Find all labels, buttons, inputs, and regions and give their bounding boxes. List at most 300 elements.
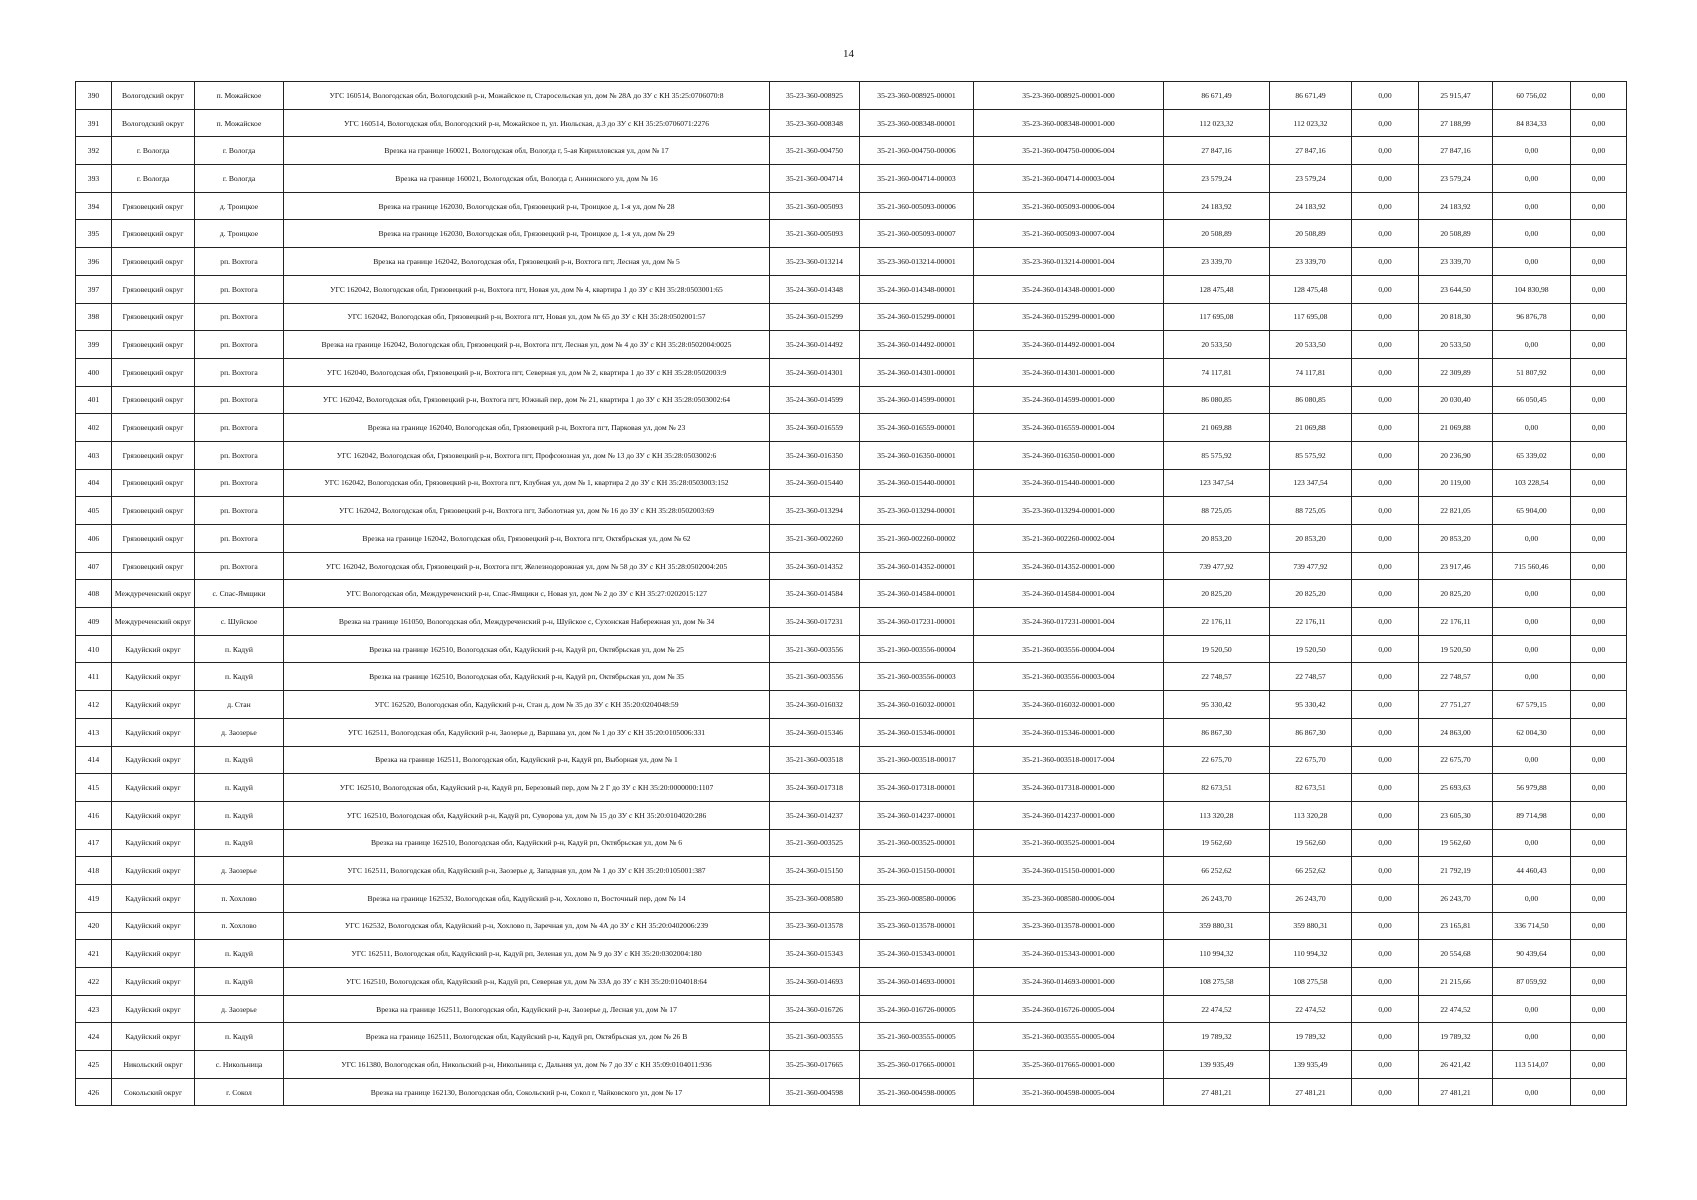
table-row: [76, 912, 1627, 940]
settlement-cell: рп. Вохтога: [195, 303, 284, 331]
district-cell: Кадуйский округ: [112, 940, 195, 968]
object-code-cell: 35-24-360-014492-00001: [860, 331, 974, 359]
district-cell: Кадуйский округ: [112, 912, 195, 940]
amount-cell: 110 994,32: [1270, 940, 1352, 968]
part-two-cell: 0,00: [1493, 1023, 1571, 1051]
part-one-cell: 22 821,05: [1419, 497, 1493, 525]
address-cell: УГС 162511, Вологодская обл, Кадуйский р-н, Кадуй рп, Зеленая ул, дом № 9 до ЗУ с КН 35:20:0302004:180: [284, 940, 770, 968]
amount-cell: 139 935,49: [1270, 1051, 1352, 1079]
zero-cell: 0,00: [1352, 303, 1419, 331]
amount-cell: 27 481,21: [1270, 1078, 1352, 1106]
part-one-cell: 23 579,24: [1419, 165, 1493, 193]
remainder-cell: 0,00: [1571, 691, 1627, 719]
row-number-cell: 390: [76, 82, 112, 110]
part-two-cell: 0,00: [1493, 137, 1571, 165]
settlement-cell: п. Кадуй: [195, 635, 284, 663]
amount-cell: 20 533,50: [1270, 331, 1352, 359]
remainder-cell: 0,00: [1571, 746, 1627, 774]
settlement-cell: рп. Вохтога: [195, 275, 284, 303]
settlement-cell: рп. Вохтога: [195, 358, 284, 386]
code-cell: 35-24-360-016350: [770, 441, 860, 469]
address-cell: УГС 162510, Вологодская обл, Кадуйский р-н, Кадуй рп, Березовый пер, дом № 2 Г до ЗУ с КН 35:20:0000000:1107: [284, 774, 770, 802]
table-row: [76, 275, 1627, 303]
remainder-cell: 0,00: [1571, 884, 1627, 912]
total-amount-cell: 66 252,62: [1164, 857, 1270, 885]
table-row: [76, 525, 1627, 553]
remainder-cell: 0,00: [1571, 82, 1627, 110]
amount-cell: 20 853,20: [1270, 525, 1352, 553]
code-cell: 35-24-360-015150: [770, 857, 860, 885]
settlement-cell: п. Кадуй: [195, 829, 284, 857]
object-code-cell: 35-21-360-003518-00017: [860, 746, 974, 774]
address-cell: УГС 162042, Вологодская обл, Грязовецкий р-н, Вохтога пгт, Профсоюзная ул, дом № 13 до ЗУ с КН 35:28:0503002:6: [284, 441, 770, 469]
zero-cell: 0,00: [1352, 635, 1419, 663]
total-amount-cell: 22 675,70: [1164, 746, 1270, 774]
settlement-cell: рп. Вохтога: [195, 497, 284, 525]
row-number-cell: 421: [76, 940, 112, 968]
part-one-cell: 22 748,57: [1419, 663, 1493, 691]
object-code-cell: 35-21-360-003556-00003: [860, 663, 974, 691]
full-code-cell: 35-23-360-013214-00001-004: [974, 248, 1164, 276]
object-code-cell: 35-25-360-017665-00001: [860, 1051, 974, 1079]
zero-cell: 0,00: [1352, 829, 1419, 857]
zero-cell: 0,00: [1352, 82, 1419, 110]
amount-cell: 20 825,20: [1270, 580, 1352, 608]
full-code-cell: 35-21-360-005093-00006-004: [974, 192, 1164, 220]
zero-cell: 0,00: [1352, 331, 1419, 359]
code-cell: 35-23-360-013294: [770, 497, 860, 525]
part-two-cell: 44 460,43: [1493, 857, 1571, 885]
settlement-cell: г. Сокол: [195, 1078, 284, 1106]
full-code-cell: 35-21-360-003556-00003-004: [974, 663, 1164, 691]
district-cell: Грязовецкий округ: [112, 248, 195, 276]
part-one-cell: 23 644,50: [1419, 275, 1493, 303]
row-number-cell: 426: [76, 1078, 112, 1106]
total-amount-cell: 21 069,88: [1164, 414, 1270, 442]
amount-cell: 22 474,52: [1270, 995, 1352, 1023]
part-one-cell: 27 847,16: [1419, 137, 1493, 165]
total-amount-cell: 82 673,51: [1164, 774, 1270, 802]
zero-cell: 0,00: [1352, 441, 1419, 469]
settlement-cell: рп. Вохтога: [195, 525, 284, 553]
remainder-cell: 0,00: [1571, 635, 1627, 663]
row-number-cell: 416: [76, 801, 112, 829]
part-one-cell: 19 562,60: [1419, 829, 1493, 857]
district-cell: Кадуйский округ: [112, 691, 195, 719]
row-number-cell: 410: [76, 635, 112, 663]
amount-cell: 739 477,92: [1270, 552, 1352, 580]
district-cell: Грязовецкий округ: [112, 414, 195, 442]
amount-cell: 23 339,70: [1270, 248, 1352, 276]
settlement-cell: г. Вологда: [195, 137, 284, 165]
row-number-cell: 403: [76, 441, 112, 469]
row-number-cell: 398: [76, 303, 112, 331]
district-cell: Кадуйский округ: [112, 663, 195, 691]
full-code-cell: 35-24-360-014599-00001-000: [974, 386, 1164, 414]
full-code-cell: 35-24-360-014301-00001-000: [974, 358, 1164, 386]
part-two-cell: 60 756,02: [1493, 82, 1571, 110]
remainder-cell: 0,00: [1571, 220, 1627, 248]
table-row: [76, 663, 1627, 691]
code-cell: 35-23-360-008580: [770, 884, 860, 912]
amount-cell: 21 069,88: [1270, 414, 1352, 442]
settlement-cell: рп. Вохтога: [195, 469, 284, 497]
full-code-cell: 35-24-360-014352-00001-000: [974, 552, 1164, 580]
row-number-cell: 399: [76, 331, 112, 359]
address-cell: УГС 160514, Вологодская обл, Вологодский р-н, Можайское п, ул. Июльская, д.3 до ЗУ с КН 35:25:0706071:2276: [284, 109, 770, 137]
code-cell: 35-21-360-003556: [770, 663, 860, 691]
row-number-cell: 392: [76, 137, 112, 165]
settlement-cell: п. Кадуй: [195, 968, 284, 996]
row-number-cell: 391: [76, 109, 112, 137]
remainder-cell: 0,00: [1571, 940, 1627, 968]
zero-cell: 0,00: [1352, 525, 1419, 553]
zero-cell: 0,00: [1352, 1051, 1419, 1079]
table-row: [76, 109, 1627, 137]
amount-cell: 24 183,92: [1270, 192, 1352, 220]
part-one-cell: 20 119,00: [1419, 469, 1493, 497]
district-cell: Грязовецкий округ: [112, 192, 195, 220]
amount-cell: 85 575,92: [1270, 441, 1352, 469]
part-one-cell: 22 474,52: [1419, 995, 1493, 1023]
row-number-cell: 419: [76, 884, 112, 912]
address-cell: Врезка на границе 162510, Вологодская обл, Кадуйский р-н, Кадуй рп, Октябрьская ул, дом № 6: [284, 829, 770, 857]
address-cell: УГС 161380, Вологодская обл, Никольский р-н, Никольница с, Дальняя ул, дом № 7 до ЗУ с КН 35:09:0104011:936: [284, 1051, 770, 1079]
settlement-cell: п. Хохлово: [195, 884, 284, 912]
district-cell: Грязовецкий округ: [112, 469, 195, 497]
table-row: [76, 552, 1627, 580]
zero-cell: 0,00: [1352, 912, 1419, 940]
code-cell: 35-21-360-005093: [770, 192, 860, 220]
address-cell: УГС 162510, Вологодская обл, Кадуйский р-н, Кадуй рп, Суворова ул, дом № 15 до ЗУ с КН 35:20:0104020:286: [284, 801, 770, 829]
amount-cell: 23 579,24: [1270, 165, 1352, 193]
amount-cell: 19 789,32: [1270, 1023, 1352, 1051]
table-row: [76, 358, 1627, 386]
district-cell: г. Вологда: [112, 137, 195, 165]
part-two-cell: 0,00: [1493, 414, 1571, 442]
table-row: [76, 746, 1627, 774]
remainder-cell: 0,00: [1571, 552, 1627, 580]
remainder-cell: 0,00: [1571, 1023, 1627, 1051]
settlement-cell: д. Заозерье: [195, 995, 284, 1023]
object-code-cell: 35-21-360-004750-00006: [860, 137, 974, 165]
settlement-cell: с. Никольница: [195, 1051, 284, 1079]
settlement-cell: рп. Вохтога: [195, 248, 284, 276]
total-amount-cell: 74 117,81: [1164, 358, 1270, 386]
address-cell: УГС 162042, Вологодская обл, Грязовецкий р-н, Вохтога пгт, Заболотная ул, дом № 16 до ЗУ с КН 35:28:0502003:69: [284, 497, 770, 525]
address-cell: Врезка на границе 162030, Вологодская обл, Грязовецкий р-н, Троицкое д, 1-я ул, дом № 28: [284, 192, 770, 220]
row-number-cell: 423: [76, 995, 112, 1023]
full-code-cell: 35-24-360-014693-00001-000: [974, 968, 1164, 996]
amount-cell: 128 475,48: [1270, 275, 1352, 303]
amount-cell: 88 725,05: [1270, 497, 1352, 525]
district-cell: Грязовецкий округ: [112, 358, 195, 386]
total-amount-cell: 739 477,92: [1164, 552, 1270, 580]
part-one-cell: 21 792,19: [1419, 857, 1493, 885]
district-cell: Междуреченский округ: [112, 580, 195, 608]
object-code-cell: 35-24-360-014599-00001: [860, 386, 974, 414]
address-cell: Врезка на границе 162130, Вологодская обл, Сокольский р-н, Сокол г, Чайковского ул, дом № 17: [284, 1078, 770, 1106]
table-body: [76, 82, 1627, 1106]
object-code-cell: 35-23-360-008580-00006: [860, 884, 974, 912]
amount-cell: 95 330,42: [1270, 691, 1352, 719]
table-row: [76, 497, 1627, 525]
remainder-cell: 0,00: [1571, 995, 1627, 1023]
remainder-cell: 0,00: [1571, 469, 1627, 497]
part-two-cell: 51 807,92: [1493, 358, 1571, 386]
code-cell: 35-21-360-004598: [770, 1078, 860, 1106]
settlement-cell: п. Хохлово: [195, 912, 284, 940]
address-cell: УГС 162511, Вологодская обл, Кадуйский р-н, Заозерье д, Западная ул, дом № 1 до ЗУ с КН 35:20:0105001:387: [284, 857, 770, 885]
zero-cell: 0,00: [1352, 663, 1419, 691]
full-code-cell: 35-21-360-004750-00006-004: [974, 137, 1164, 165]
settlement-cell: п. Кадуй: [195, 940, 284, 968]
zero-cell: 0,00: [1352, 386, 1419, 414]
object-code-cell: 35-21-360-003525-00001: [860, 829, 974, 857]
row-number-cell: 417: [76, 829, 112, 857]
address-cell: Врезка на границе 162030, Вологодская обл, Грязовецкий р-н, Троицкое д, 1-я ул, дом № 29: [284, 220, 770, 248]
district-cell: Кадуйский округ: [112, 718, 195, 746]
address-cell: Врезка на границе 162510, Вологодская обл, Кадуйский р-н, Кадуй рп, Октябрьская ул, дом № 35: [284, 663, 770, 691]
district-cell: Грязовецкий округ: [112, 525, 195, 553]
district-cell: Вологодский округ: [112, 109, 195, 137]
zero-cell: 0,00: [1352, 746, 1419, 774]
zero-cell: 0,00: [1352, 192, 1419, 220]
remainder-cell: 0,00: [1571, 718, 1627, 746]
settlement-cell: д. Троицкое: [195, 220, 284, 248]
part-one-cell: 27 751,27: [1419, 691, 1493, 719]
zero-cell: 0,00: [1352, 165, 1419, 193]
object-code-cell: 35-24-360-017318-00001: [860, 774, 974, 802]
zero-cell: 0,00: [1352, 608, 1419, 636]
object-code-cell: 35-21-360-003556-00004: [860, 635, 974, 663]
address-cell: Врезка на границе 162511, Вологодская обл, Кадуйский р-н, Заозерье д, Лесная ул, дом № 17: [284, 995, 770, 1023]
part-one-cell: 23 917,46: [1419, 552, 1493, 580]
total-amount-cell: 86 080,85: [1164, 386, 1270, 414]
total-amount-cell: 19 789,32: [1164, 1023, 1270, 1051]
object-code-cell: 35-21-360-005093-00006: [860, 192, 974, 220]
address-cell: Врезка на границе 160021, Вологодская обл, Вологда г, 5-ая Кирилловская ул, дом № 17: [284, 137, 770, 165]
settlement-cell: п. Можайское: [195, 109, 284, 137]
part-two-cell: 0,00: [1493, 580, 1571, 608]
amount-cell: 86 080,85: [1270, 386, 1352, 414]
amount-cell: 82 673,51: [1270, 774, 1352, 802]
code-cell: 35-23-360-008925: [770, 82, 860, 110]
object-code-cell: 35-21-360-003555-00005: [860, 1023, 974, 1051]
part-two-cell: 104 830,98: [1493, 275, 1571, 303]
total-amount-cell: 19 562,60: [1164, 829, 1270, 857]
part-two-cell: 103 228,54: [1493, 469, 1571, 497]
amount-cell: 117 695,08: [1270, 303, 1352, 331]
settlement-cell: п. Кадуй: [195, 774, 284, 802]
part-two-cell: 65 904,00: [1493, 497, 1571, 525]
row-number-cell: 405: [76, 497, 112, 525]
amount-cell: 19 562,60: [1270, 829, 1352, 857]
remainder-cell: 0,00: [1571, 497, 1627, 525]
full-code-cell: 35-24-360-015343-00001-000: [974, 940, 1164, 968]
district-cell: Кадуйский округ: [112, 968, 195, 996]
settlement-cell: д. Заозерье: [195, 857, 284, 885]
part-two-cell: 0,00: [1493, 884, 1571, 912]
part-two-cell: 0,00: [1493, 995, 1571, 1023]
object-code-cell: 35-24-360-017231-00001: [860, 608, 974, 636]
remainder-cell: 0,00: [1571, 386, 1627, 414]
total-amount-cell: 86 671,49: [1164, 82, 1270, 110]
part-one-cell: 25 915,47: [1419, 82, 1493, 110]
address-cell: Врезка на границе 162511, Вологодская обл, Кадуйский р-н, Кадуй рп, Октябрьская ул, дом № 26 В: [284, 1023, 770, 1051]
total-amount-cell: 139 935,49: [1164, 1051, 1270, 1079]
amount-cell: 22 176,11: [1270, 608, 1352, 636]
settlement-cell: рп. Вохтога: [195, 331, 284, 359]
district-cell: Вологодский округ: [112, 82, 195, 110]
amount-cell: 359 880,31: [1270, 912, 1352, 940]
part-one-cell: 21 069,88: [1419, 414, 1493, 442]
part-one-cell: 20 825,20: [1419, 580, 1493, 608]
code-cell: 35-24-360-014301: [770, 358, 860, 386]
part-two-cell: 89 714,98: [1493, 801, 1571, 829]
district-cell: Грязовецкий округ: [112, 331, 195, 359]
amount-cell: 112 023,32: [1270, 109, 1352, 137]
total-amount-cell: 85 575,92: [1164, 441, 1270, 469]
part-two-cell: 65 339,02: [1493, 441, 1571, 469]
code-cell: 35-24-360-016032: [770, 691, 860, 719]
amount-cell: 86 671,49: [1270, 82, 1352, 110]
total-amount-cell: 359 880,31: [1164, 912, 1270, 940]
table-row: [76, 165, 1627, 193]
full-code-cell: 35-24-360-016559-00001-004: [974, 414, 1164, 442]
row-number-cell: 414: [76, 746, 112, 774]
district-cell: Кадуйский округ: [112, 1023, 195, 1051]
part-two-cell: 84 834,33: [1493, 109, 1571, 137]
zero-cell: 0,00: [1352, 940, 1419, 968]
amount-cell: 26 243,70: [1270, 884, 1352, 912]
code-cell: 35-24-360-016559: [770, 414, 860, 442]
total-amount-cell: 22 748,57: [1164, 663, 1270, 691]
part-one-cell: 27 481,21: [1419, 1078, 1493, 1106]
full-code-cell: 35-21-360-003555-00005-004: [974, 1023, 1164, 1051]
code-cell: 35-23-360-008348: [770, 109, 860, 137]
part-one-cell: 20 508,89: [1419, 220, 1493, 248]
part-two-cell: 0,00: [1493, 248, 1571, 276]
amount-cell: 22 675,70: [1270, 746, 1352, 774]
zero-cell: 0,00: [1352, 884, 1419, 912]
row-number-cell: 393: [76, 165, 112, 193]
settlement-cell: п. Кадуй: [195, 663, 284, 691]
total-amount-cell: 88 725,05: [1164, 497, 1270, 525]
zero-cell: 0,00: [1352, 248, 1419, 276]
table-row: [76, 386, 1627, 414]
object-code-cell: 35-24-360-015150-00001: [860, 857, 974, 885]
code-cell: 35-24-360-017318: [770, 774, 860, 802]
part-one-cell: 22 675,70: [1419, 746, 1493, 774]
full-code-cell: 35-24-360-016726-00005-004: [974, 995, 1164, 1023]
table-row: [76, 469, 1627, 497]
amount-cell: 108 275,58: [1270, 968, 1352, 996]
code-cell: 35-24-360-015343: [770, 940, 860, 968]
table-row: [76, 248, 1627, 276]
part-one-cell: 20 533,50: [1419, 331, 1493, 359]
object-code-cell: 35-21-360-004598-00005: [860, 1078, 974, 1106]
district-cell: Грязовецкий округ: [112, 303, 195, 331]
row-number-cell: 415: [76, 774, 112, 802]
total-amount-cell: 26 243,70: [1164, 884, 1270, 912]
object-code-cell: 35-24-360-016350-00001: [860, 441, 974, 469]
object-code-cell: 35-23-360-013214-00001: [860, 248, 974, 276]
total-amount-cell: 95 330,42: [1164, 691, 1270, 719]
table-row: [76, 829, 1627, 857]
zero-cell: 0,00: [1352, 857, 1419, 885]
table-row: [76, 1078, 1627, 1106]
part-one-cell: 20 853,20: [1419, 525, 1493, 553]
code-cell: 35-23-360-013214: [770, 248, 860, 276]
object-code-cell: 35-21-360-005093-00007: [860, 220, 974, 248]
remainder-cell: 0,00: [1571, 608, 1627, 636]
remainder-cell: 0,00: [1571, 358, 1627, 386]
settlement-cell: с. Шуйское: [195, 608, 284, 636]
object-code-cell: 35-24-360-016559-00001: [860, 414, 974, 442]
address-cell: Врезка на границе 160021, Вологодская обл, Вологда г, Аннинского ул, дом № 16: [284, 165, 770, 193]
object-code-cell: 35-24-360-016726-00005: [860, 995, 974, 1023]
address-cell: Врезка на границе 162040, Вологодская обл, Грязовецкий р-н, Вохтога пгт, Парковая ул, дом № 23: [284, 414, 770, 442]
object-code-cell: 35-24-360-015346-00001: [860, 718, 974, 746]
total-amount-cell: 113 320,28: [1164, 801, 1270, 829]
row-number-cell: 412: [76, 691, 112, 719]
part-one-cell: 19 789,32: [1419, 1023, 1493, 1051]
district-cell: Грязовецкий округ: [112, 220, 195, 248]
part-one-cell: 23 339,70: [1419, 248, 1493, 276]
address-cell: УГС 162511, Вологодская обл, Кадуйский р-н, Заозерье д, Варшава ул, дом № 1 до ЗУ с КН 35:20:0105006:331: [284, 718, 770, 746]
part-two-cell: 0,00: [1493, 220, 1571, 248]
zero-cell: 0,00: [1352, 497, 1419, 525]
table-row: [76, 331, 1627, 359]
full-code-cell: 35-24-360-015299-00001-000: [974, 303, 1164, 331]
district-cell: г. Вологда: [112, 165, 195, 193]
amount-cell: 27 847,16: [1270, 137, 1352, 165]
table-row: [76, 580, 1627, 608]
table-row: [76, 635, 1627, 663]
settlement-cell: д. Троицкое: [195, 192, 284, 220]
code-cell: 35-24-360-015299: [770, 303, 860, 331]
code-cell: 35-21-360-004750: [770, 137, 860, 165]
total-amount-cell: 108 275,58: [1164, 968, 1270, 996]
zero-cell: 0,00: [1352, 137, 1419, 165]
code-cell: 35-21-360-003525: [770, 829, 860, 857]
table-row: [76, 608, 1627, 636]
object-code-cell: 35-24-360-014237-00001: [860, 801, 974, 829]
table-row: [76, 774, 1627, 802]
code-cell: 35-24-360-017231: [770, 608, 860, 636]
table-row: [76, 801, 1627, 829]
settlement-cell: г. Вологда: [195, 165, 284, 193]
zero-cell: 0,00: [1352, 1078, 1419, 1106]
row-number-cell: 409: [76, 608, 112, 636]
total-amount-cell: 117 695,08: [1164, 303, 1270, 331]
part-one-cell: 27 188,99: [1419, 109, 1493, 137]
address-cell: УГС 162042, Вологодская обл, Грязовецкий р-н, Вохтога пгт, Железнодорожная ул, дом № 58 до ЗУ с КН 35:28:0502004:205: [284, 552, 770, 580]
zero-cell: 0,00: [1352, 774, 1419, 802]
total-amount-cell: 27 481,21: [1164, 1078, 1270, 1106]
table-row: [76, 718, 1627, 746]
remainder-cell: 0,00: [1571, 109, 1627, 137]
code-cell: 35-24-360-014348: [770, 275, 860, 303]
row-number-cell: 404: [76, 469, 112, 497]
remainder-cell: 0,00: [1571, 1078, 1627, 1106]
total-amount-cell: 22 474,52: [1164, 995, 1270, 1023]
row-number-cell: 396: [76, 248, 112, 276]
district-cell: Кадуйский округ: [112, 774, 195, 802]
code-cell: 35-24-360-016726: [770, 995, 860, 1023]
address-cell: Врезка на границе 162042, Вологодская обл, Грязовецкий р-н, Вохтога пгт, Лесная ул, дом № 4 до ЗУ с КН 35:28:0502004:0025: [284, 331, 770, 359]
